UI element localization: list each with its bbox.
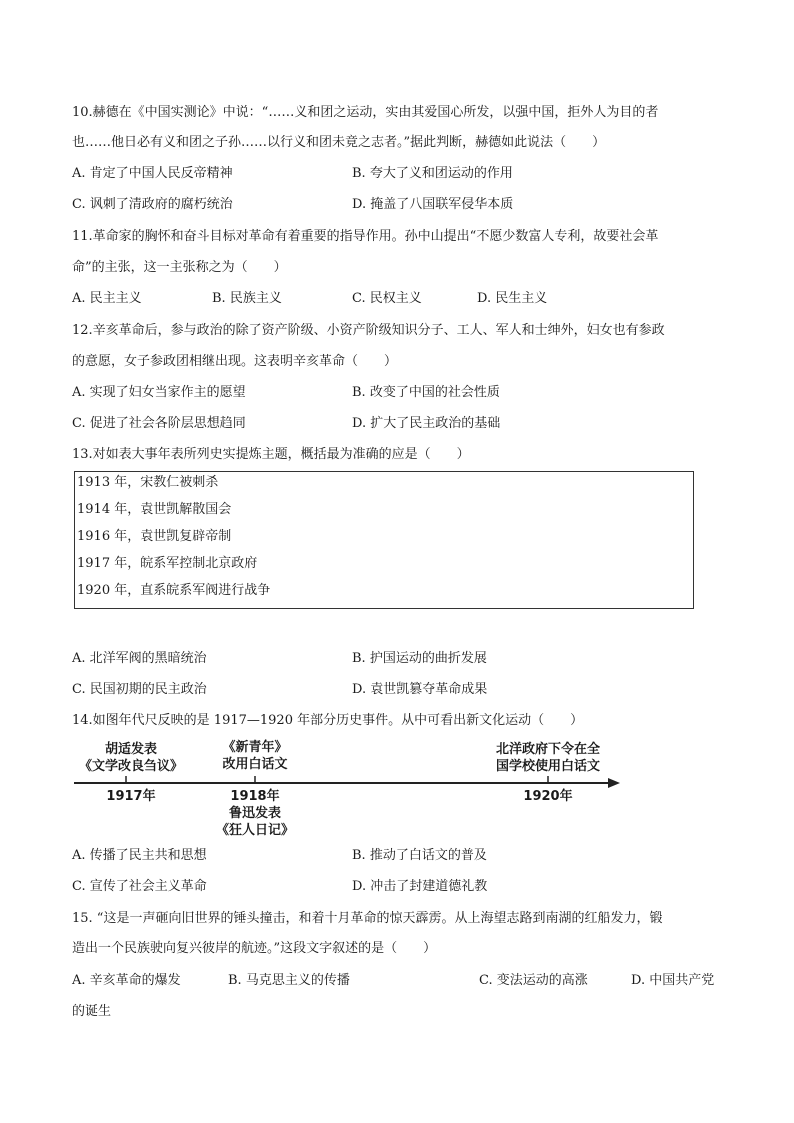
q11-stem-line1: 11.革命家的胸怀和奋斗目标对革命有着重要的指导作用。孙中山提出“不愿少数富人专利，故要社会革 xyxy=(72,229,659,244)
q13-stem-line1: 13.对如表大事年表所列史实提炼主题，概括最为准确的应是（ ） xyxy=(72,447,470,462)
timeline-event-1917-line1: 胡适发表 xyxy=(104,742,157,757)
q11-stem-line2: 命”的主张，这一主张称之为（ ） xyxy=(72,260,287,275)
q13-option-d[interactable]: D. 袁世凯篡夺革命成果 xyxy=(352,682,488,697)
timeline-event-1920-line2: 国学校使用白话文 xyxy=(495,759,600,774)
q15-stem-line2: 造出一个民族驶向复兴彼岸的航迹。”这段文字叙述的是（ ） xyxy=(72,941,437,956)
timeline-event-1918-bottom-line2: 《狂人日记》 xyxy=(215,823,294,838)
q12-option-c[interactable]: C. 促进了社会各阶层思想趋同 xyxy=(72,416,246,431)
timeline-year-1918: 1918年 xyxy=(230,789,280,804)
q14-option-b[interactable]: B. 推动了白话文的普及 xyxy=(352,848,487,863)
q15-option-d-continuation: 的诞生 xyxy=(72,1004,112,1019)
q12-option-a[interactable]: A. 实现了妇女当家作主的愿望 xyxy=(72,385,246,400)
q10-stem-line1: 10.赫德在《中国实测论》中说：“……义和团之运动，实由其爱国心所发，以强中国，拒外人为目的者 xyxy=(72,105,659,120)
q15-option-d[interactable]: D. 中国共产党 xyxy=(631,973,715,988)
timeline-event-1920-line1: 北洋政府下令在全 xyxy=(495,742,600,757)
q15-option-c[interactable]: C. 变法运动的高涨 xyxy=(479,973,588,988)
q11-option-a[interactable]: A. 民主主义 xyxy=(72,291,142,306)
q12-stem-line2: 的意愿，女子参政团相继出现。这表明辛亥革命（ ） xyxy=(72,354,398,369)
q14-option-d[interactable]: D. 冲击了封建道德礼教 xyxy=(352,879,488,894)
q14-stem-line1: 14.如图年代尺反映的是 1917—1920 年部分历史事件。从中可看出新文化运动（ ） xyxy=(72,713,584,728)
q11-option-b[interactable]: B. 民族主义 xyxy=(212,291,282,306)
q13-option-b[interactable]: B. 护国运动的曲折发展 xyxy=(352,651,487,666)
timeline-arrowhead xyxy=(608,778,620,788)
q10-option-a[interactable]: A. 肯定了中国人民反帝精神 xyxy=(72,166,233,181)
q13-option-c[interactable]: C. 民国初期的民主政治 xyxy=(72,682,207,697)
table-row: 1920 年，直系皖系军阀进行战争 xyxy=(77,583,271,598)
q13-option-a[interactable]: A. 北洋军阀的黑暗统治 xyxy=(72,651,207,666)
q10-option-c[interactable]: C. 讽刺了清政府的腐朽统治 xyxy=(72,197,233,212)
q13-chronology-table xyxy=(74,471,694,609)
q14-option-a[interactable]: A. 传播了民主共和思想 xyxy=(72,848,207,863)
q10-option-b[interactable]: B. 夸大了义和团运动的作用 xyxy=(352,166,513,181)
q11-option-d[interactable]: D. 民生主义 xyxy=(477,291,548,306)
q15-option-a[interactable]: A. 辛亥革命的爆发 xyxy=(72,973,181,988)
table-row: 1914 年，袁世凯解散国会 xyxy=(77,502,232,517)
q14-option-c[interactable]: C. 宣传了社会主义革命 xyxy=(72,879,207,894)
q10-option-d[interactable]: D. 掩盖了八国联军侵华本质 xyxy=(352,197,514,212)
timeline-year-1917: 1917年 xyxy=(106,789,156,804)
timeline-event-1918-top-line1: 《新青年》 xyxy=(222,740,288,755)
q15-stem-line1: 15. “这是一声砸向旧世界的锤头撞击，和着十月革命的惊天霹雳。从上海望志路到南湖的红船发力，锻 xyxy=(72,911,663,926)
q12-stem-line1: 12.辛亥革命后，参与政治的除了资产阶级、小资产阶级知识分子、工人、军人和士绅外，妇女也有参政 xyxy=(72,323,665,338)
timeline-event-1917-line2: 《文学改良刍议》 xyxy=(78,759,183,774)
table-row: 1913 年，宋教仁被刺杀 xyxy=(77,475,219,490)
q11-option-c[interactable]: C. 民权主义 xyxy=(352,291,422,306)
q12-option-d[interactable]: D. 扩大了民主政治的基础 xyxy=(352,416,501,431)
timeline-event-1918-bottom-line1: 鲁迅发表 xyxy=(228,806,281,821)
timeline-year-1920: 1920年 xyxy=(523,789,573,804)
table-row: 1917 年，皖系军控制北京政府 xyxy=(77,556,258,571)
table-row: 1916 年，袁世凯复辟帝制 xyxy=(77,529,232,544)
q15-option-b[interactable]: B. 马克思主义的传播 xyxy=(228,973,350,988)
q10-stem-line2: 也……他日必有义和团之子孙……以行义和团未竟之志者。”据此判断，赫德如此说法（ ） xyxy=(72,135,606,150)
timeline-event-1918-top-line2: 改用白话文 xyxy=(222,757,288,772)
q12-option-b[interactable]: B. 改变了中国的社会性质 xyxy=(352,385,500,400)
